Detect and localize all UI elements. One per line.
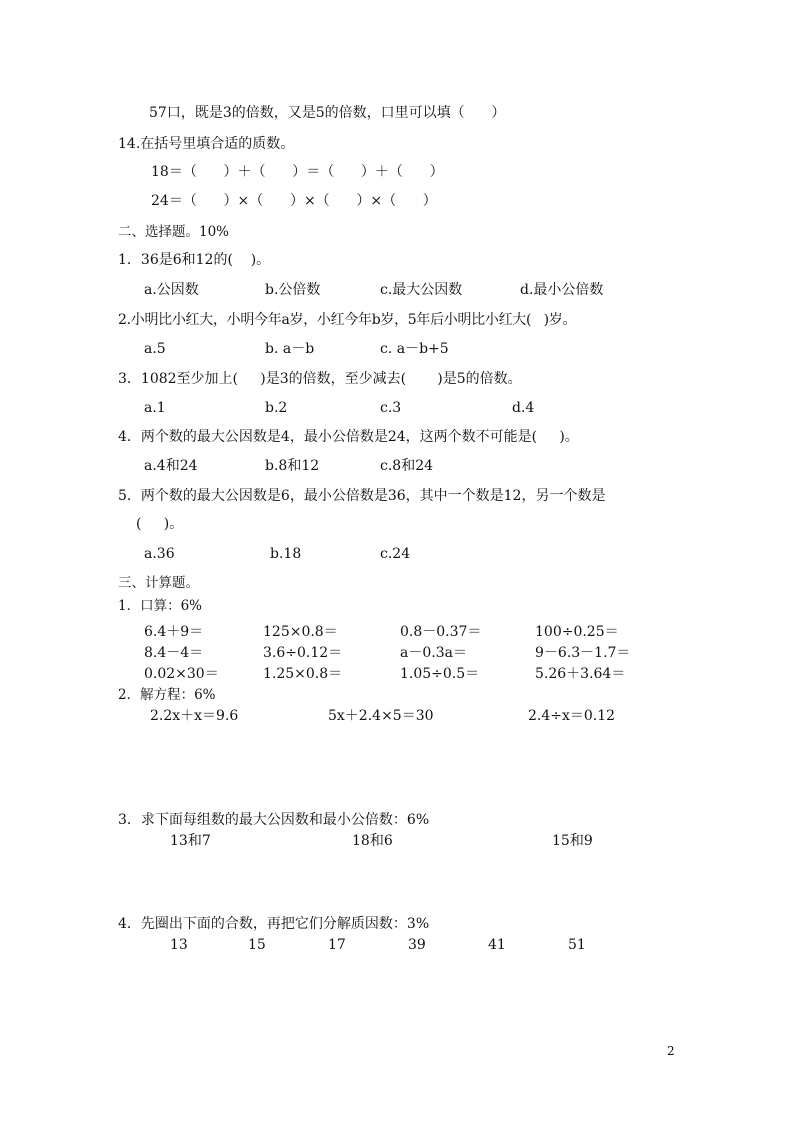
s2-q3-stem: 3．1082至少加上( )是3的倍数，至少减去( )是5的倍数。 bbox=[118, 371, 522, 387]
s2-q5-option-a: a.36 bbox=[144, 546, 175, 562]
s2-q4-option-b: b.8和12 bbox=[265, 458, 320, 474]
s2-q5-stem: 5．两个数的最大公因数是6，最小公倍数是36，其中一个数是12，另一个数是 bbox=[118, 488, 606, 504]
s2-q3-option-c: c.3 bbox=[380, 400, 402, 416]
s3-q1-r3-c4: 5.26＋3.64＝ bbox=[535, 666, 626, 682]
s3-q3-group-3: 15和9 bbox=[552, 833, 593, 849]
section-2-title: 二、选择题。10% bbox=[118, 224, 230, 240]
s2-q1-option-c: c.最大公因数 bbox=[380, 282, 463, 298]
s2-q5-stem-cont: ( )。 bbox=[136, 516, 184, 532]
s3-q1-r2-c1: 8.4－4＝ bbox=[144, 645, 204, 661]
s3-q1-r1-c4: 100÷0.25＝ bbox=[535, 624, 619, 640]
s3-q1-title: 1．口算：6% bbox=[118, 598, 203, 614]
s2-q1-option-a: a.公因数 bbox=[144, 282, 199, 298]
s3-q2-equation-2: 5x＋2.4×5＝30 bbox=[328, 708, 434, 724]
s3-q1-r3-c3: 1.05÷0.5＝ bbox=[400, 666, 480, 682]
s3-q4-number-2: 15 bbox=[248, 937, 266, 953]
q14-line-18: 18＝（ ）＋（ ）＝（ ）＋（ ） bbox=[151, 164, 444, 180]
s2-q1-option-b: b.公倍数 bbox=[265, 282, 321, 298]
s3-q3-group-1: 13和7 bbox=[170, 833, 211, 849]
s3-q4-title: 4．先圈出下面的合数，再把它们分解质因数：3% bbox=[118, 916, 430, 932]
s3-q1-r3-c1: 0.02×30＝ bbox=[144, 666, 219, 682]
s3-q3-group-2: 18和6 bbox=[352, 833, 393, 849]
s3-q4-number-5: 41 bbox=[488, 937, 506, 953]
s2-q4-option-c: c.8和24 bbox=[380, 458, 434, 474]
s3-q1-r2-c3: a－0.3a＝ bbox=[400, 645, 467, 661]
s3-q4-number-1: 13 bbox=[170, 937, 188, 953]
s2-q2-option-c: c. a－b+5 bbox=[380, 341, 449, 357]
s3-q1-r2-c2: 3.6÷0.12＝ bbox=[263, 645, 343, 661]
section-3-title: 三、计算题。 bbox=[118, 575, 199, 591]
s3-q2-title: 2．解方程：6% bbox=[118, 687, 216, 703]
s3-q2-equation-3: 2.4÷x＝0.12 bbox=[528, 708, 616, 724]
s3-q4-number-4: 39 bbox=[408, 937, 426, 953]
s3-q2-equation-1: 2.2x＋x＝9.6 bbox=[150, 708, 239, 724]
s2-q2-option-a: a.5 bbox=[144, 341, 166, 357]
s3-q4-number-3: 17 bbox=[328, 937, 346, 953]
s2-q1-option-d: d.最小公倍数 bbox=[520, 282, 604, 298]
s3-q1-r2-c4: 9－6.3－1.7＝ bbox=[535, 645, 631, 661]
s2-q3-option-a: a.1 bbox=[144, 400, 166, 416]
s3-q4-number-6: 51 bbox=[568, 937, 586, 953]
s3-q1-r1-c3: 0.8－0.37＝ bbox=[400, 624, 482, 640]
s2-q2-option-b: b. a－b bbox=[265, 341, 315, 357]
s3-q1-r1-c2: 125×0.8＝ bbox=[263, 624, 338, 640]
q14-title: 14.在括号里填合适的质数。 bbox=[118, 136, 295, 152]
s2-q3-option-d: d.4 bbox=[512, 400, 535, 416]
s2-q5-option-b: b.18 bbox=[270, 546, 302, 562]
s2-q1-stem: 1．36是6和12的( )。 bbox=[118, 252, 271, 268]
s2-q2-stem: 2.小明比小红大，小明今年a岁，小红今年b岁，5年后小明比小红大( )岁。 bbox=[118, 312, 577, 328]
s3-q3-title: 3．求下面每组数的最大公因数和最小公倍数：6% bbox=[118, 812, 430, 828]
s2-q5-option-c: c.24 bbox=[380, 546, 411, 562]
page-number: 2 bbox=[667, 1044, 675, 1058]
s2-q4-stem: 4．两个数的最大公因数是4，最小公倍数是24，这两个数不可能是( )。 bbox=[118, 429, 579, 445]
s3-q1-r3-c2: 1.25×0.8＝ bbox=[263, 666, 343, 682]
s2-q3-option-b: b.2 bbox=[265, 400, 288, 416]
q13-continuation: 57口，既是3的倍数，又是5的倍数，口里可以填（ ） bbox=[149, 105, 506, 121]
q14-line-24: 24＝（ ）×（ ）×（ ）×（ ） bbox=[151, 193, 437, 209]
s3-q1-r1-c1: 6.4＋9＝ bbox=[144, 624, 204, 640]
s2-q4-option-a: a.4和24 bbox=[144, 458, 198, 474]
